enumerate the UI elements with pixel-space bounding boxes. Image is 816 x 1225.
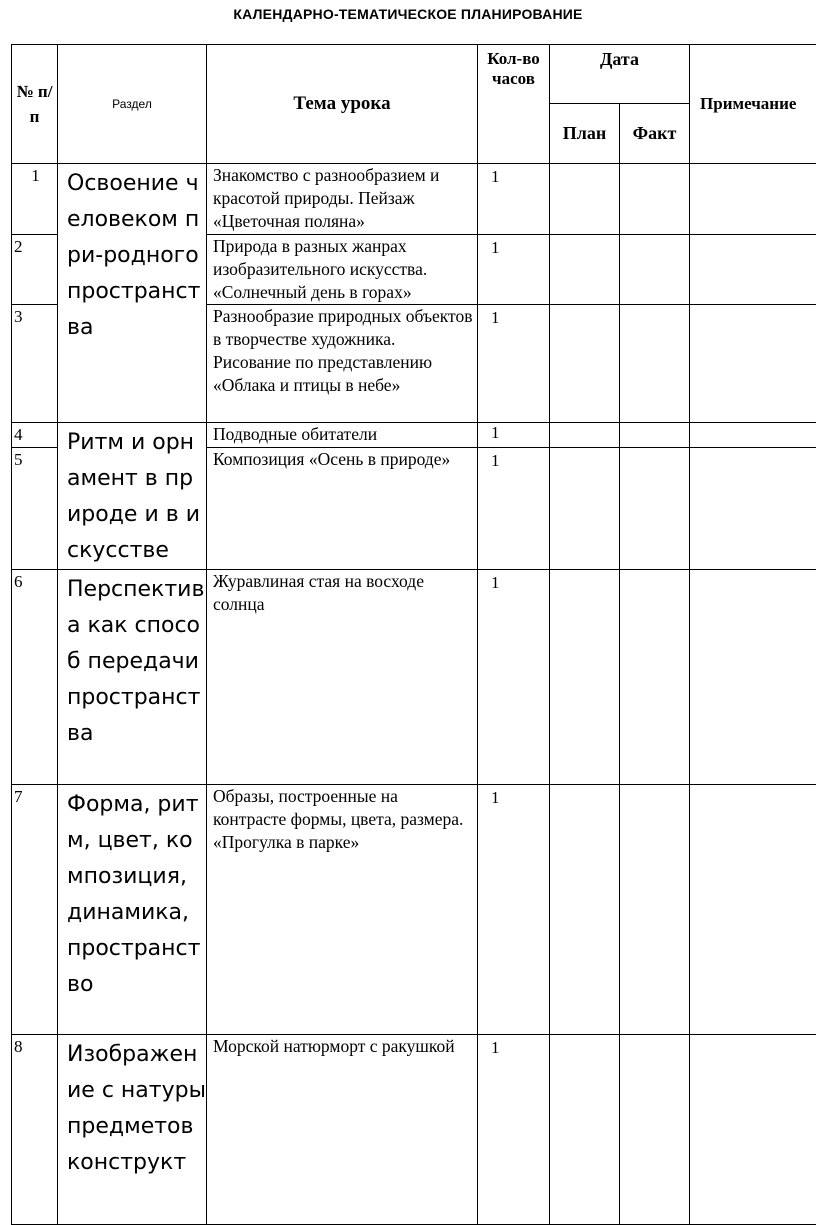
row-number: 7 <box>12 785 58 1035</box>
row-plan <box>550 785 620 1035</box>
header-hours: Кол-во часов <box>478 45 550 164</box>
table-row <box>12 164 816 235</box>
row-note <box>690 785 816 1035</box>
row-number: 8 <box>12 1035 58 1225</box>
row-plan <box>550 305 620 423</box>
row-note <box>690 305 816 423</box>
row-plan <box>550 235 620 305</box>
row-topic: Журавлиная стая на восходе солнца <box>207 570 478 785</box>
row-plan <box>550 1035 620 1225</box>
row-topic: Знакомство с разнообразием и красотой природы. Пейзаж «Цветочная поляна» <box>207 164 478 235</box>
row-topic: Образы, построенные на контрасте формы, цвета, размера. «Прогулка в парке» <box>207 785 478 1035</box>
row-plan <box>550 164 620 235</box>
row-fact <box>620 423 690 448</box>
row-number: 2 <box>12 235 58 305</box>
table-row <box>12 423 816 448</box>
row-note <box>690 235 816 305</box>
table-row <box>12 1035 816 1225</box>
row-fact <box>620 570 690 785</box>
row-number: 6 <box>12 570 58 785</box>
row-hours: 1 <box>478 235 550 305</box>
row-note <box>690 447 816 570</box>
header-row <box>12 45 816 104</box>
table-row <box>12 785 816 1035</box>
page-title: КАЛЕНДАРНО-ТЕМАТИЧЕСКОЕ ПЛАНИРОВАНИЕ <box>0 6 816 22</box>
row-plan <box>550 423 620 448</box>
row-fact <box>620 305 690 423</box>
row-topic: Природа в разных жанрах изобразительного искусства. «Солнечный день в горах» <box>207 235 478 305</box>
row-hours: 1 <box>478 423 550 448</box>
row-fact <box>620 785 690 1035</box>
row-hours: 1 <box>478 305 550 423</box>
row-topic: Композиция «Осень в природе» <box>207 447 478 570</box>
header-section: Раздел <box>58 45 207 164</box>
row-note <box>690 423 816 448</box>
section-cell: Изображение с натуры предметов конструкт <box>58 1035 207 1225</box>
row-plan <box>550 570 620 785</box>
lesson-plan-table <box>11 44 816 1225</box>
row-fact <box>620 235 690 305</box>
header-topic: Тема урока <box>207 45 478 164</box>
row-hours: 1 <box>478 447 550 570</box>
row-note <box>690 570 816 785</box>
row-note <box>690 1035 816 1225</box>
header-note: Примечание <box>690 45 816 164</box>
row-fact <box>620 1035 690 1225</box>
row-hours: 1 <box>478 570 550 785</box>
row-number: 4 <box>12 423 58 448</box>
section-cell: Форма, ритм, цвет, композиция, динамика, пространство <box>58 785 207 1035</box>
row-topic: Подводные обитатели <box>207 423 478 448</box>
header-number: № п/ п <box>12 45 58 164</box>
row-number: 5 <box>12 447 58 570</box>
section-cell: Ритм и орнамент в природе и в искусстве <box>58 423 207 570</box>
row-plan <box>550 447 620 570</box>
row-fact <box>620 447 690 570</box>
header-plan: План <box>550 104 620 164</box>
row-number: 3 <box>12 305 58 423</box>
table-row <box>12 570 816 785</box>
header-fact: Факт <box>620 104 690 164</box>
row-number: 1 <box>12 164 58 235</box>
header-date: Дата <box>550 45 690 104</box>
row-topic: Морской натюрморт с ракушкой <box>207 1035 478 1225</box>
row-hours: 1 <box>478 1035 550 1225</box>
row-topic: Разнообразие природных объектов в творчестве художника. Рисование по представлению «Облака и птицы в небе» <box>207 305 478 423</box>
row-fact <box>620 164 690 235</box>
row-hours: 1 <box>478 785 550 1035</box>
section-cell: Перспектива как способ передачи пространства <box>58 570 207 785</box>
section-cell: Освоение человеком при-родного пространства <box>58 164 207 423</box>
row-note <box>690 164 816 235</box>
row-hours: 1 <box>478 164 550 235</box>
